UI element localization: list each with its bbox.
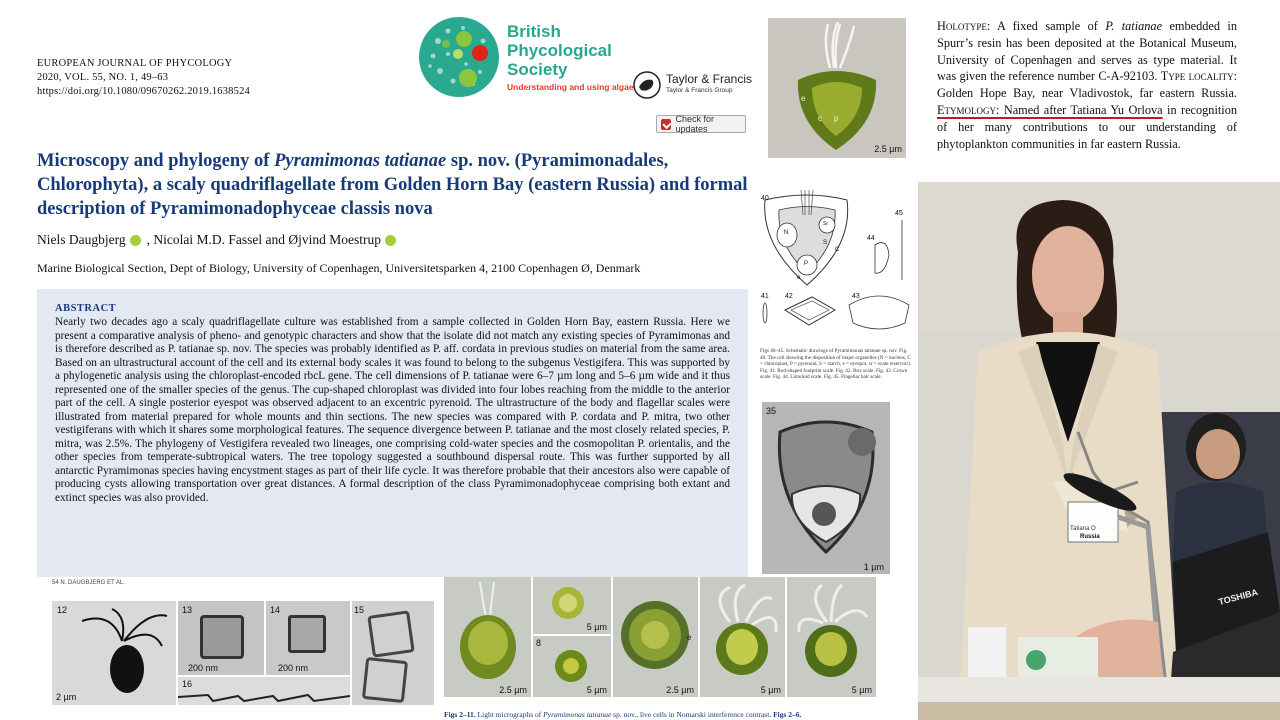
cell-illustration (613, 577, 698, 697)
check-for-updates-button[interactable] (656, 115, 746, 133)
taylor-francis-logo (632, 70, 662, 100)
lm-micrograph-3: 8 5 µm (533, 636, 611, 697)
lm-micrograph-4: e 2.5 µm (613, 577, 698, 697)
holotype-text: Holotype: A fixed sample of P. tatianae embedded in Spurr’s resin has been deposited at the Botanical Museum, University of Copenhagen and serves as type material. It was given the reference number C-A-92103. Type locality: Golden Hope Bay, near Vladivostok, far eastern Russia. Etymology: Named after Tatiana Yu Orlova in recognition of her many contributions to our understanding of phytoplankton communities in far eastern Russia. (937, 19, 1237, 151)
nameplate-country: Russia (1080, 534, 1100, 540)
cell-illustration (444, 577, 531, 697)
check-updates-label: Check for updates (675, 114, 714, 134)
journal-volume: 2020, VOL. 55, NO. 1, 49–63 (37, 72, 169, 83)
orcid-icon[interactable] (385, 235, 396, 246)
top-micrograph: e c p 2.5 µm (768, 18, 906, 158)
authors (37, 232, 398, 248)
cell-illustration (768, 18, 906, 158)
author-others: , Nicolai M.D. Fassel and Øjvind Moestrup (146, 232, 381, 247)
bps-logo (418, 16, 500, 98)
em-figure-15: 15 (352, 601, 434, 705)
schematic-illustration (757, 185, 917, 345)
abstract-box (37, 289, 748, 577)
type-locality-label: Type locality (1160, 69, 1234, 84)
em-figure-14: 14 200 nm (266, 601, 350, 675)
speaker-photo (918, 182, 1280, 720)
abstract-heading: ABSTRACT (55, 303, 117, 314)
lm-figure-caption: Figs 2–11. Light micrographs of Pyramimonas tatianae sp. nov., live cells in Nomarski interference contrast. Figs 2–6. (444, 710, 802, 719)
nameplate-name: Tatiana O (1070, 526, 1096, 532)
publisher-sub: Taylor & Francis Group (666, 87, 733, 94)
article-title: Microscopy and phylogeny of Pyramimonas tatianae sp. nov. (Pyramimonadales, Chlorophyta), a scaly quadriflagellate from Golden Horn Bay (eastern Russia) and formal description of Pyramimonadophyceae classis nova (37, 151, 748, 219)
lm-micrograph-1: 2.5 µm (444, 577, 531, 697)
lm-micrograph-5: 5 µm (700, 577, 785, 697)
check-updates-icon (661, 119, 671, 130)
publisher-name: Taylor & Francis (666, 72, 753, 86)
holotype-label: Holotype (937, 19, 987, 33)
speaker-illustration (918, 182, 1280, 720)
etymology-underlined: Etymology: Named after Tatiana Yu Orlova (937, 102, 1163, 117)
schematic-drawings: 40 41 42 43 44 45 N Sr S C P e (757, 185, 917, 345)
em-figure-16: 16 (178, 677, 350, 705)
schematic-caption: Figs 40–45. Schematic drawings of Pyramimonas tatianae sp. nov. Fig. 40. The cell showing the disposition of major organelles (N = nucleus, C = chloroplast, P = pyrenoid, S = starch, e = eyespot, sr = scale reservoir). Fig. 41. Rod-shaped footprint scale. Fig. 42. Box scale. Fig. 43. Crown scale. Fig. 44. Limuloid scale. Fig. 45. Flagellar hair scale. (760, 348, 912, 380)
journal-meta (37, 57, 250, 99)
tem-illustration (762, 402, 890, 574)
abstract-text: Nearly two decades ago a scaly quadriflagellate culture was established from a sample collected in Golden Horn Bay, eastern Russia. Here we present a comparative analysis of pheno- and genotypic characters and show that the isolate did not match any existing species of Pyramimonas and is therefore described as P. tatianae sp. nov. The species was probably identified as P. aff. cordata in previous studies on material from the same area. Based on an ultrastructural account of the cell and its external body scales it was found to belong to the subgenus Vestigifera. This was supported by a phylogenetic analysis using the chloroplast-encoded rbcL gene. The cell dimensions of P. tatianae were 6–7 µm long and 5–6 µm wide and it thus represented one of the smaller species of the genus. The cup-shaped chloroplast was divided into four lobes reaching from the middle to the anterior part of the cell. A single posterior eyespot was observed adjacent to an excentric pyrenoid. The ultrastructure of the body and flagellar scales were illustrated from material prepared for whole mounts and thin sections. The new species was compared with P. cordata and P. mitra, two other vestigiferans with which it shares some morphological features. The sequence divergence between P. tatianae and the most closely related species, P. mitra, was 2.5%. The phylogeny of Vestigifera revealed two lineages, one comprising cold-water species and the cosmopolitan P. orientalis, and the other species from temperate-subtropical waters. The tree topology suggested a southbound dispersal route. This was further supported by all antarctic Pyramimonas species having encystment stages as part of their life cycle. It was therefore probable that their ancestors also were capable of producing cysts allowing transportation over great distances. A formal description of the class Pyramimonadophyceae comprising both extant and extinct species was also provided. (55, 316, 730, 504)
em-figure-12: 12 2 µm (52, 601, 176, 705)
bps-name: British Phycological Society (507, 22, 612, 79)
lm-micrograph-2: 5 µm (533, 577, 611, 634)
journal-doi[interactable]: https://doi.org/10.1080/09670262.2019.1638524 (37, 86, 250, 97)
em-figure-13: 13 200 nm (178, 601, 264, 675)
laptop-brand: TOSHIBA (1217, 586, 1259, 608)
etymology-label: Etymology (937, 102, 997, 117)
scale-row-illustration (178, 677, 350, 705)
bps-tagline: Understanding and using algae (507, 82, 634, 92)
author-1: Niels Daugbjerg (37, 232, 126, 247)
lm-micrograph-6: 5 µm (787, 577, 876, 697)
cell-illustration (700, 577, 785, 697)
journal-name: EUROPEAN JOURNAL OF PHYCOLOGY (37, 58, 233, 69)
cell-illustration (787, 577, 876, 697)
affiliation: Marine Biological Section, Dept of Biology, University of Copenhagen, Universitetsparken 4, 2100 Copenhagen Ø, Denmark (37, 261, 641, 275)
orcid-icon[interactable] (130, 235, 141, 246)
lower-page-header: 54 N. DAUGBJERG ET AL. (52, 580, 125, 586)
tem-figure-35: 35 1 µm (762, 402, 890, 574)
cell-flagella-illustration (52, 601, 176, 705)
